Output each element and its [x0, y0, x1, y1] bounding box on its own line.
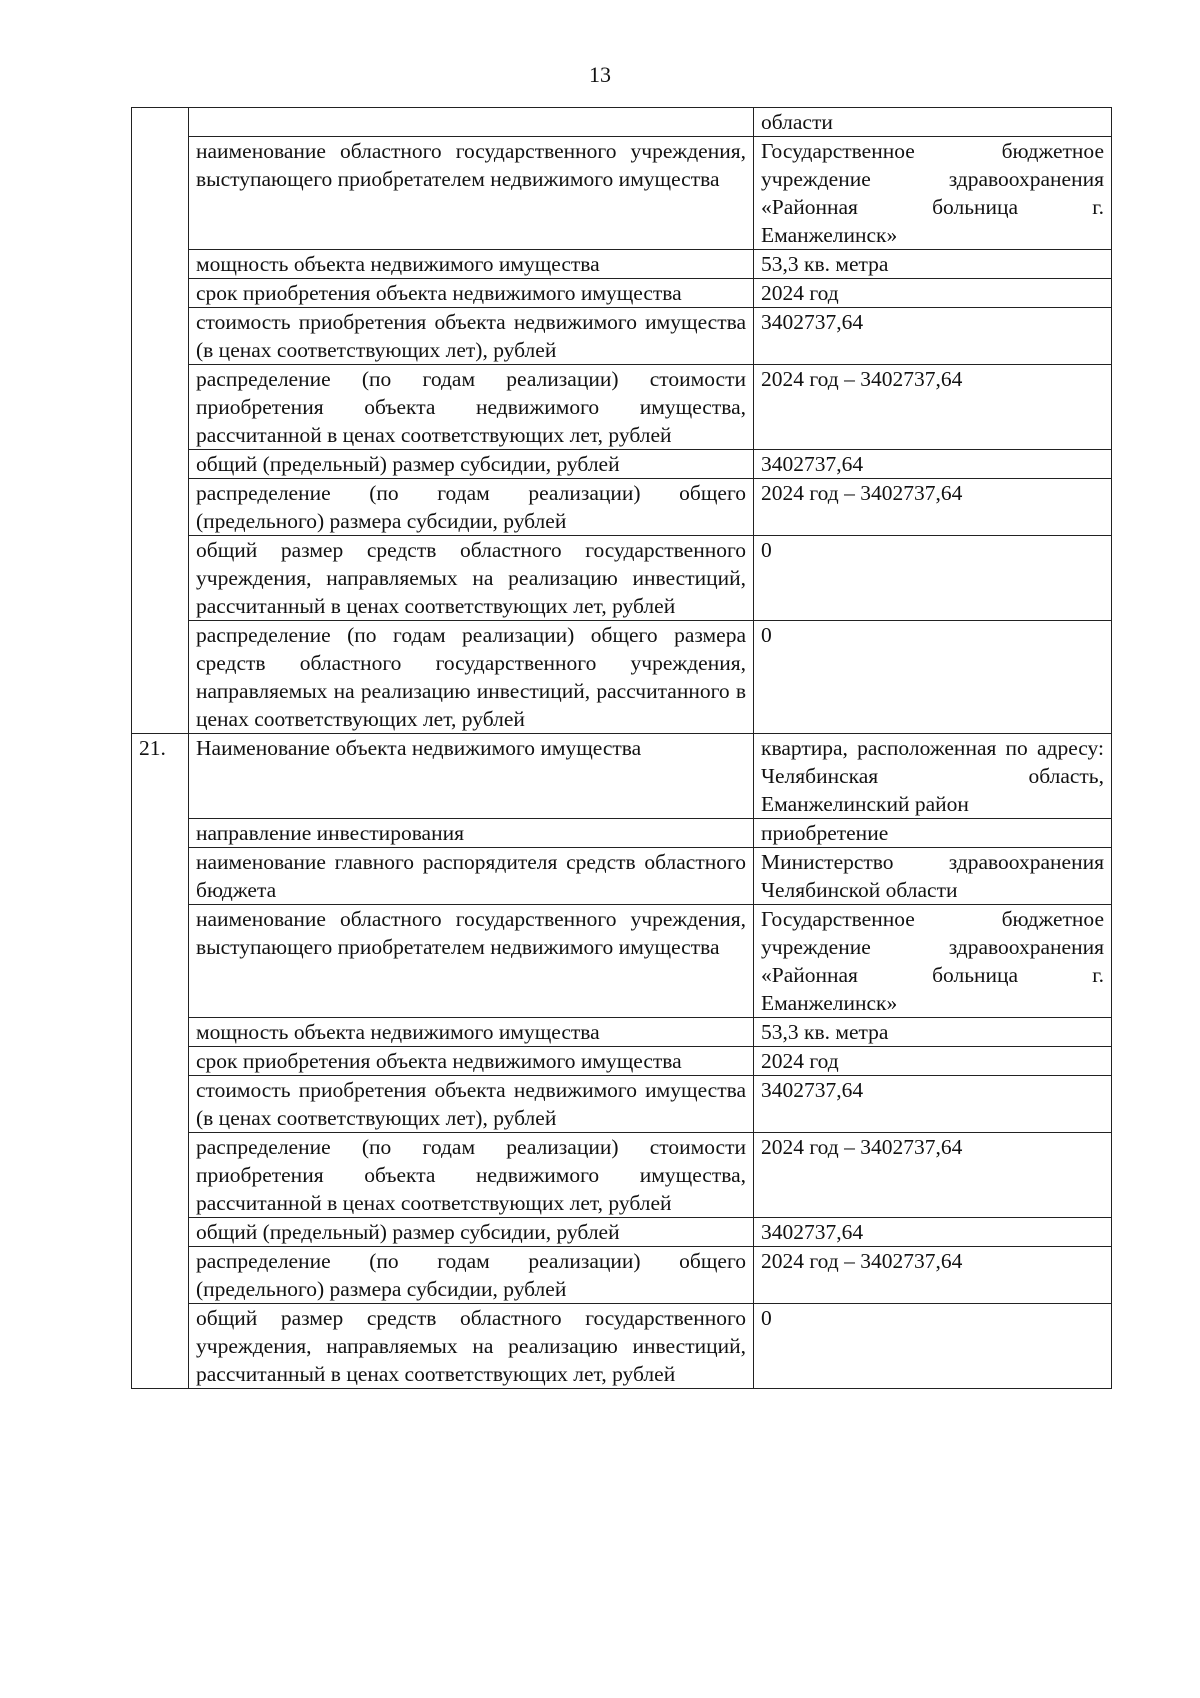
parameter-cell: срок приобретения объекта недвижимого имущества [189, 279, 754, 308]
page-number: 13 [589, 62, 611, 87]
table-row [132, 734, 1112, 819]
parameter-cell: направление инвестирования [189, 819, 754, 848]
table-row [132, 536, 1112, 621]
value-cell: 2024 год – 3402737,64 [754, 365, 1112, 450]
value-cell: 3402737,64 [754, 1076, 1112, 1133]
row-number-cell [132, 108, 189, 734]
value-cell: 2024 год – 3402737,64 [754, 479, 1112, 536]
table-row [132, 1304, 1112, 1389]
parameter-cell: распределение (по годам реализации) стоимости приобретения объекта недвижимого имущества, рассчитанной в ценах соответствующих лет, рублей [189, 365, 754, 450]
value-cell: приобретение [754, 819, 1112, 848]
parameter-cell: распределение (по годам реализации) общего (предельного) размера субсидии, рублей [189, 479, 754, 536]
parameter-cell: наименование областного государственного учреждения, выступающего приобретателем недвижимого имущества [189, 905, 754, 1018]
parameter-cell: распределение (по годам реализации) общего размера средств областного государственного учреждения, направляемых на реализацию инвестиций, рассчитанного в ценах соответствующих лет, рублей [189, 621, 754, 734]
value-cell: 2024 год – 3402737,64 [754, 1247, 1112, 1304]
table-row [132, 1133, 1112, 1218]
parameter-cell: Наименование объекта недвижимого имущества [189, 734, 754, 819]
parameter-cell: распределение (по годам реализации) общего (предельного) размера субсидии, рублей [189, 1247, 754, 1304]
value-cell: квартира, расположенная по адресу: Челябинская область, Еманжелинский район [754, 734, 1112, 819]
value-cell: 2024 год – 3402737,64 [754, 1133, 1112, 1218]
table-row [132, 848, 1112, 905]
value-cell: Государственное бюджетное учреждение здравоохранения «Районная больница г. Еманжелинск» [754, 137, 1112, 250]
parameter-cell: срок приобретения объекта недвижимого имущества [189, 1047, 754, 1076]
parameter-cell: мощность объекта недвижимого имущества [189, 1018, 754, 1047]
table-row [132, 279, 1112, 308]
parameter-cell: общий размер средств областного государственного учреждения, направляемых на реализацию инвестиций, рассчитанный в ценах соответствующих лет, рублей [189, 536, 754, 621]
value-cell: области [754, 108, 1112, 137]
table-row [132, 137, 1112, 250]
row-number: 21. [139, 736, 166, 760]
value-cell: 53,3 кв. метра [754, 1018, 1112, 1047]
table-row [132, 365, 1112, 450]
value-cell: Государственное бюджетное учреждение здравоохранения «Районная больница г. Еманжелинск» [754, 905, 1112, 1018]
parameter-cell: наименование областного государственного учреждения, выступающего приобретателем недвижимого имущества [189, 137, 754, 250]
table-row [132, 905, 1112, 1018]
value-cell: 53,3 кв. метра [754, 250, 1112, 279]
value-cell: 2024 год [754, 279, 1112, 308]
parameter-cell [189, 108, 754, 137]
value-cell: 0 [754, 1304, 1112, 1389]
value-cell: 0 [754, 621, 1112, 734]
table-row [132, 819, 1112, 848]
parameter-cell: наименование главного распорядителя средств областного бюджета [189, 848, 754, 905]
table-row [132, 450, 1112, 479]
row-number-cell [132, 734, 189, 1389]
table-row [132, 308, 1112, 365]
parameter-cell: стоимость приобретения объекта недвижимого имущества (в ценах соответствующих лет), рублей [189, 1076, 754, 1133]
table-row [132, 621, 1112, 734]
parameter-cell: общий (предельный) размер субсидии, рублей [189, 450, 754, 479]
parameter-cell: распределение (по годам реализации) стоимости приобретения объекта недвижимого имущества, рассчитанной в ценах соответствующих лет, рублей [189, 1133, 754, 1218]
table-row [132, 1218, 1112, 1247]
investment-table [131, 107, 1112, 1389]
value-cell: 0 [754, 536, 1112, 621]
parameter-cell: стоимость приобретения объекта недвижимого имущества (в ценах соответствующих лет), рублей [189, 308, 754, 365]
table-row [132, 108, 1112, 137]
table-row [132, 250, 1112, 279]
table-row [132, 1247, 1112, 1304]
table-row [132, 1018, 1112, 1047]
table-row [132, 1076, 1112, 1133]
value-cell: 3402737,64 [754, 1218, 1112, 1247]
value-cell: 2024 год [754, 1047, 1112, 1076]
value-cell: Министерство здравоохранения Челябинской области [754, 848, 1112, 905]
table-row [132, 479, 1112, 536]
parameter-cell: мощность объекта недвижимого имущества [189, 250, 754, 279]
value-cell: 3402737,64 [754, 450, 1112, 479]
parameter-cell: общий размер средств областного государственного учреждения, направляемых на реализацию инвестиций, рассчитанный в ценах соответствующих лет, рублей [189, 1304, 754, 1389]
parameter-cell: общий (предельный) размер субсидии, рублей [189, 1218, 754, 1247]
value-cell: 3402737,64 [754, 308, 1112, 365]
table-row [132, 1047, 1112, 1076]
